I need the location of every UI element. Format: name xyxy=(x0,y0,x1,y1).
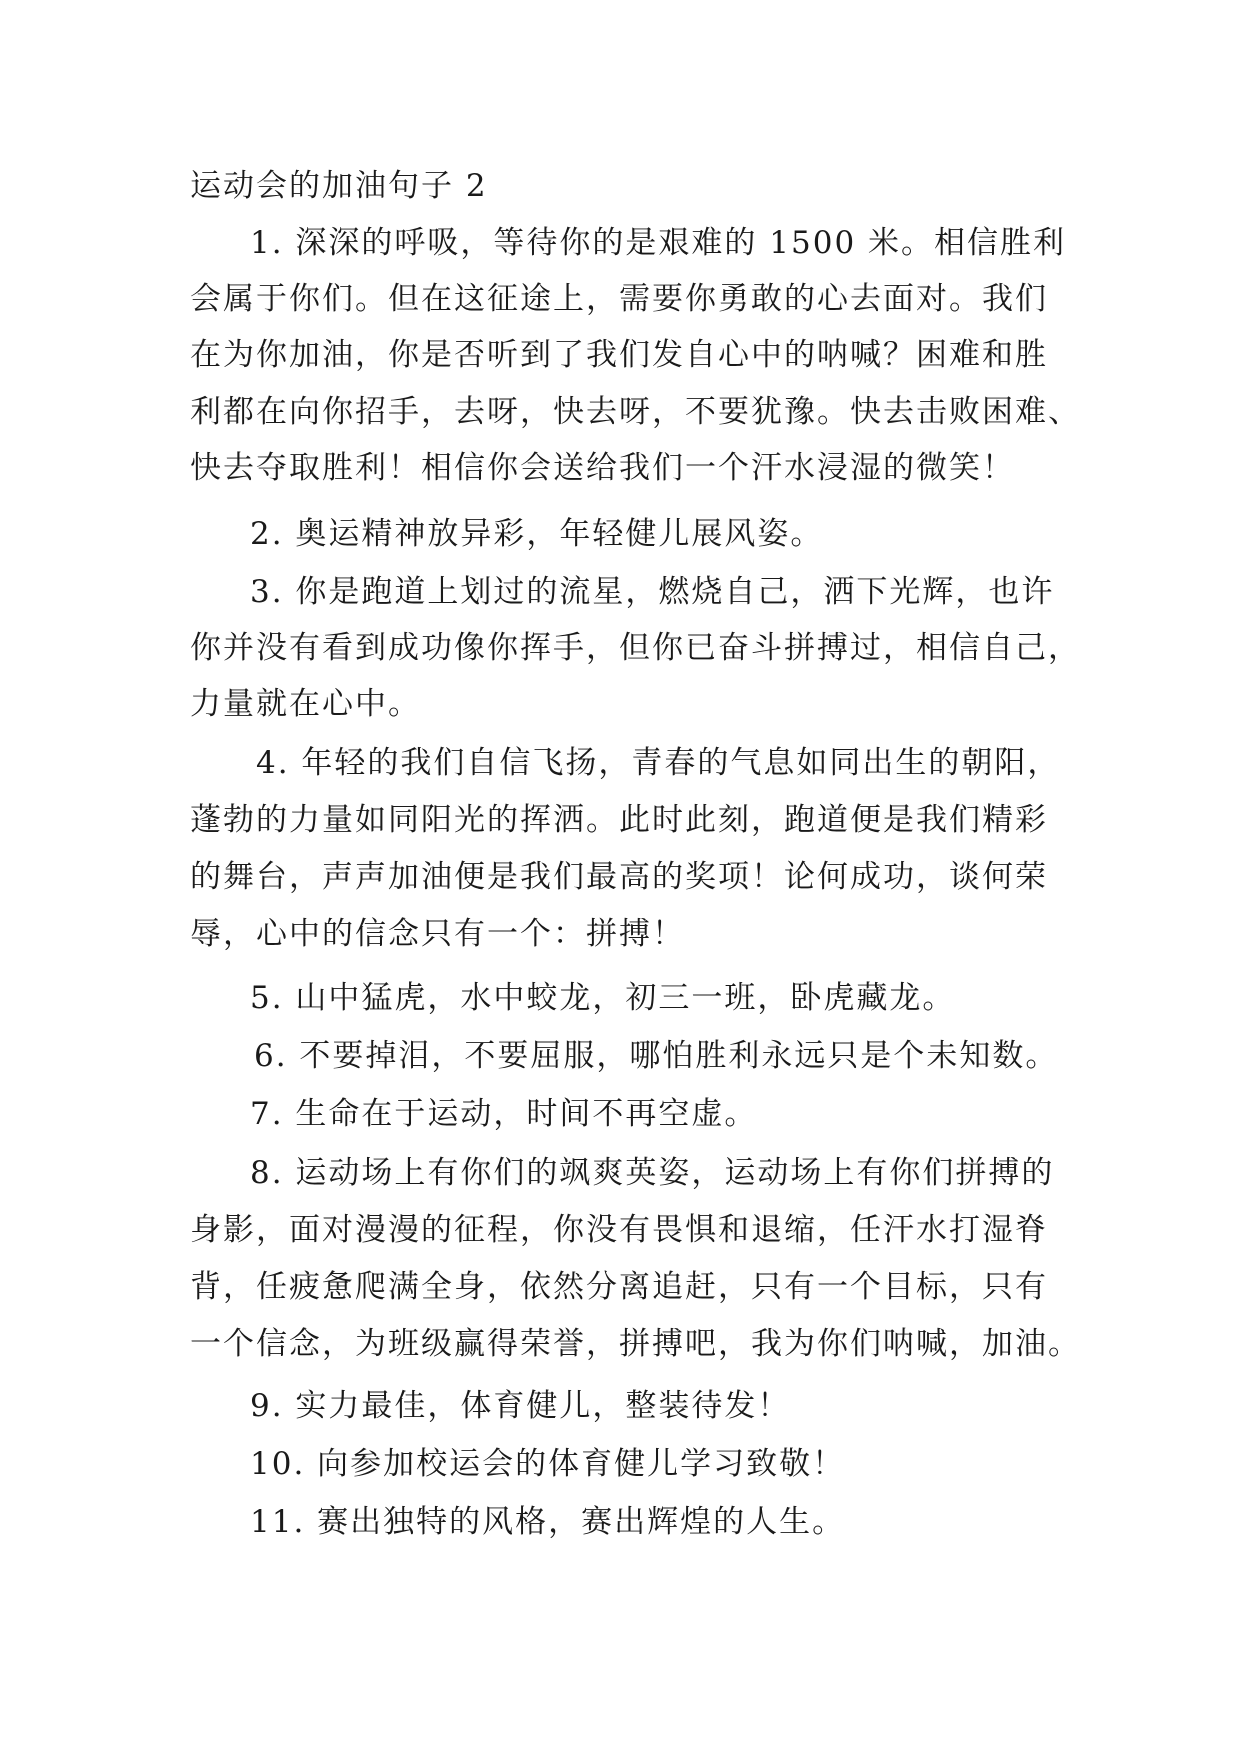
paragraph-9-line-1: 9. 实力最佳，体育健儿，整装待发！ xyxy=(250,1388,791,1424)
paragraph-3-line-1: 3. 你是跑道上划过的流星，燃烧自己，洒下光辉，也许 xyxy=(250,574,1055,610)
paragraph-8-line-4: 一个信念，为班级赢得荣誉，拼搏吧，我为你们呐喊，加油。 xyxy=(190,1326,1081,1362)
paragraph-5-line-1: 5. 山中猛虎，水中蛟龙，初三一班，卧虎藏龙。 xyxy=(250,980,956,1016)
paragraph-4-line-2: 蓬勃的力量如同阳光的挥洒。此时此刻，跑道便是我们精彩 xyxy=(190,802,1048,838)
document-title: 运动会的加油句子 2 xyxy=(190,168,488,204)
paragraph-3-line-2: 你并没有看到成功像你挥手，但你已奋斗拼搏过，相信自己， xyxy=(190,630,1081,666)
paragraph-1-line-1: 1. 深深的呼吸，等待你的是艰难的 1500 米。相信胜利 xyxy=(250,225,1067,261)
paragraph-10-line-1: 10. 向参加校运会的体育健儿学习致敬！ xyxy=(250,1446,846,1482)
paragraph-1-line-4: 利都在向你招手，去呀，快去呀，不要犹豫。快去击败困难、 xyxy=(190,394,1081,430)
paragraph-8-line-1: 8. 运动场上有你们的飒爽英姿，运动场上有你们拼搏的 xyxy=(250,1155,1055,1191)
paragraph-3-line-3: 力量就在心中。 xyxy=(190,686,421,722)
paragraph-8-line-2: 身影，面对漫漫的征程，你没有畏惧和退缩，任汗水打湿脊 xyxy=(190,1212,1048,1248)
paragraph-1-line-5: 快去夺取胜利！相信你会送给我们一个汗水浸湿的微笑！ xyxy=(190,450,1015,486)
paragraph-11-line-1: 11. 赛出独特的风格，赛出辉煌的人生。 xyxy=(250,1504,846,1540)
paragraph-7-line-1: 7. 生命在于运动，时间不再空虚。 xyxy=(250,1096,758,1132)
paragraph-6-line-1: 6. 不要掉泪，不要屈服，哪怕胜利永远只是个未知数。 xyxy=(254,1038,1059,1074)
paragraph-1-line-3: 在为你加油，你是否听到了我们发自心中的呐喊？困难和胜 xyxy=(190,337,1048,373)
paragraph-4-line-3: 的舞台，声声加油便是我们最高的奖项！论何成功，谈何荣 xyxy=(190,859,1048,895)
paragraph-4-line-4: 辱，心中的信念只有一个：拼搏！ xyxy=(190,916,685,952)
paragraph-4-line-1: 4. 年轻的我们自信飞扬，青春的气息如同出生的朝阳， xyxy=(256,745,1061,781)
paragraph-2-line-1: 2. 奥运精神放异彩，年轻健儿展风姿。 xyxy=(250,516,824,552)
paragraph-8-line-3: 背，任疲惫爬满全身，依然分离追赶，只有一个目标，只有 xyxy=(190,1269,1048,1305)
paragraph-1-line-2: 会属于你们。但在这征途上，需要你勇敢的心去面对。我们 xyxy=(190,281,1048,317)
